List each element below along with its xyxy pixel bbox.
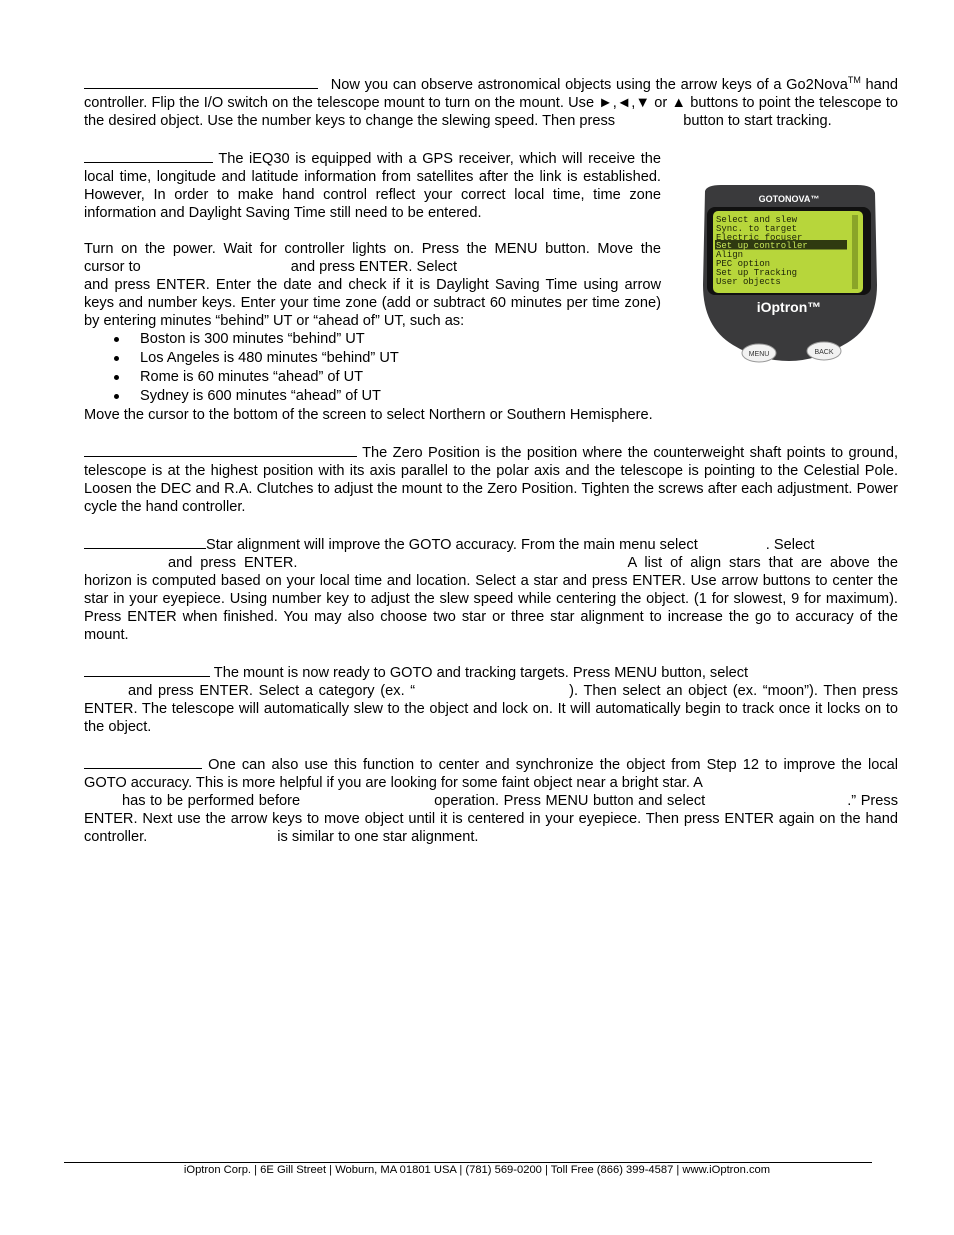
text: Now you can observe astronomical objects using the arrow keys of a Go2Nova xyxy=(330,77,848,93)
text-line xyxy=(84,240,661,258)
text: Star alignment will improve the GOTO accuracy. From the main menu select xyxy=(206,537,698,553)
text: The mount is now ready to GOTO and tracking targets. Press MENU button, select xyxy=(213,665,749,681)
text-line xyxy=(84,258,661,276)
text: and press ENTER. xyxy=(168,555,298,571)
hemisphere-line xyxy=(84,406,898,424)
step-heading-blank xyxy=(84,534,206,549)
lcd-line: User objects xyxy=(716,277,781,287)
text: . Select xyxy=(765,537,815,553)
logo: iOptron™ xyxy=(756,299,822,315)
text: The iEQ30 is equipped with a GPS receiver, which will receive the local time, longitude and latitude information from satellites after the link is established. However, In order to make hand control reflect your correct local time, time zone information and Daylight Saving Time still need to be entered. xyxy=(84,151,661,221)
text: .” xyxy=(847,793,857,809)
step-time-location-section xyxy=(84,148,661,406)
step-time-paragraph xyxy=(84,148,661,222)
step-align-paragraph xyxy=(84,534,898,644)
text: ). Then select an object (ex. “moon”). Then press ENTER. The telescope will automatically slew to the object and lock on. It will automatically begin to track once it locks on to the object. xyxy=(84,683,898,735)
hand-controller-photo xyxy=(697,185,881,364)
lcd-line: Select and slew xyxy=(716,215,798,225)
lcd-line: PEC option xyxy=(716,259,771,269)
text: and press ENTER. Select xyxy=(290,259,458,275)
list-item: Rome is 60 minutes “ahead” of UT xyxy=(140,368,661,387)
text: horizon is computed based on your local time and location. Select a star and press ENTER. Use arrow buttons to center the star in your eyepiece. Using number key to adjust the slew speed while centering the object. (1 for slowest, 9 for maximum). Press ENTER when finished. You may also choose two star or three star alignment to increase the go to accuracy of the mount. xyxy=(84,573,898,643)
timezone-examples-list xyxy=(84,330,661,406)
text: button to xyxy=(683,113,741,129)
step-observe-paragraph xyxy=(84,74,898,130)
lcd-scrollbar xyxy=(852,215,858,289)
lcd-line: Set up Tracking xyxy=(716,268,798,278)
trademark: TM xyxy=(847,75,861,86)
text: and press ENTER. Enter the date and check if it is Daylight Saving Time using arrow keys and number keys. Enter your time zone (add or subtract 60 minutes per time zone) by entering minutes “behind” UT or “ahead of” UT, such as: xyxy=(84,277,661,329)
list-item: Boston is 300 minutes “behind” UT xyxy=(140,330,661,349)
lcd-line: Set up controller xyxy=(716,241,808,251)
footer-rule xyxy=(64,1162,872,1163)
list-item: Los Angeles is 480 minutes “behind” UT xyxy=(140,349,661,368)
step-heading-blank xyxy=(84,148,213,163)
footer: iOptron Corp. | 6E Gill Street | Woburn, MA 01801 USA | (781) 569-0200 | Toll Free (866) 399-4587 | www.iOptron.com xyxy=(183,1164,771,1176)
text: A list of align stars that are above the xyxy=(627,555,898,571)
text: has to be performed before xyxy=(122,793,301,809)
text: is similar to one star alignment. xyxy=(277,829,479,845)
step-heading-blank xyxy=(84,754,202,769)
text: The Zero Position is the position where the counterweight shaft points to ground, telescope is at the highest position with its axis parallel to the polar axis and the telescope is pointing to the Celestial Pole. Loosen the DEC and R.A. Clutches to adjust the mount to the Zero Position. Tighten the screws after each adjustment. Power cycle the hand controller. xyxy=(84,445,898,515)
text: and press ENTER. Select a category (ex. “ xyxy=(128,683,416,699)
list-item: Sydney is 600 minutes “ahead” of UT xyxy=(140,387,661,406)
back-button-label: BACK xyxy=(814,349,834,356)
menu-button-label: MENU xyxy=(748,351,770,358)
text: operation. Press MENU button and select xyxy=(434,793,706,809)
time-zone-paragraph xyxy=(84,276,661,330)
text: cursor to xyxy=(84,259,141,275)
text: Turn on the power. Wait for controller lights on. Press the MENU button. Move the xyxy=(84,241,661,257)
step-goto-paragraph xyxy=(84,662,898,736)
text: Move the cursor to the bottom of the screen to select Northern or Southern Hemisphere. xyxy=(84,407,653,423)
step-sync-paragraph xyxy=(84,754,898,846)
text: One can also use this function to center and synchronize the object from Step 12 to improve the local GOTO accuracy. This is more helpful if you are looking for some faint object near a bright star. A xyxy=(84,757,898,791)
lcd-line: Electric focuser xyxy=(716,233,803,243)
step-heading-blank xyxy=(84,442,357,457)
step-heading-blank xyxy=(84,662,210,677)
text: start tracking. xyxy=(744,113,832,129)
brand-top: GOTONOVA™ xyxy=(758,194,820,204)
text: Press ENTER. Next use the arrow keys to move object until it is centered in your eyepiece. Then press ENTER again on the hand controller. xyxy=(84,793,898,845)
step-heading-blank xyxy=(84,74,318,89)
text: hand controller. Flip the I/O switch on the telescope mount to turn on the mount. Use ►,◄,▼ or ▲ buttons to point the telescope to the desired object. Use the number keys to change the slewing speed. Then press xyxy=(84,77,898,129)
lcd-line: Sync. to target xyxy=(716,224,798,234)
lcd-line: Align xyxy=(716,250,744,260)
step-zero-position-paragraph xyxy=(84,442,898,516)
